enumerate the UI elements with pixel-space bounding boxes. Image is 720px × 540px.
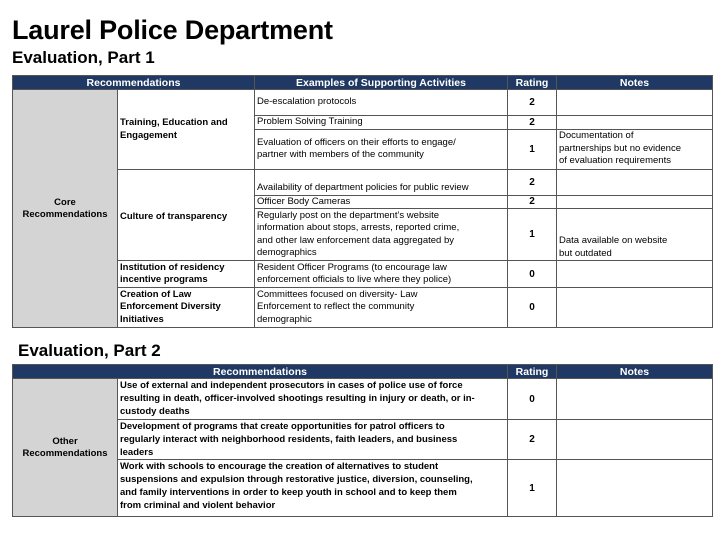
- section-title-part-1: Evaluation, Part 1: [12, 48, 155, 67]
- table-row: [13, 420, 713, 460]
- recommendation-cell: Training, Education and Engagement: [118, 90, 255, 170]
- notes-cell: [557, 288, 713, 328]
- evaluation-part-2-table: [12, 364, 713, 517]
- notes-cell: Data available on website but outdated: [557, 209, 713, 261]
- table-header-row: [13, 76, 713, 90]
- header-notes: Notes: [557, 365, 713, 379]
- header-examples: Examples of Supporting Activities: [255, 76, 508, 90]
- activity-cell: Availability of department policies for public review: [255, 169, 508, 195]
- activity-cell: Problem Solving Training: [255, 116, 508, 130]
- recommendation-cell: Use of external and independent prosecutors in cases of police use of force resulting in death, officer-involved shootings resulting in injury or death, or in- custody deaths: [118, 379, 508, 420]
- rating-cell: 0: [508, 261, 557, 288]
- rating-cell: 2: [508, 420, 557, 460]
- recommendation-cell: Creation of Law Enforcement Diversity Initiatives: [118, 288, 255, 328]
- activity-cell: Committees focused on diversity- Law Enforcement to reflect the community demographic: [255, 288, 508, 328]
- header-notes: Notes: [557, 76, 713, 90]
- rating-cell: 2: [508, 90, 557, 116]
- activity-cell: Resident Officer Programs (to encourage law enforcement officials to live where they police): [255, 261, 508, 288]
- activity-cell: Regularly post on the department’s website information about stops, arrests, reported crime, and other law enforcement data aggregated by demographics: [255, 209, 508, 261]
- recommendation-cell: Development of programs that create opportunities for patrol officers to regularly interact with neighborhood residents, faith leaders, and business leaders: [118, 420, 508, 460]
- recommendation-cell: Work with schools to encourage the creation of alternatives to student suspensions and expulsion through restorative justice, diversion, counseling, and family interventions in order to keep youth in school and to keep them from criminal and violent behavior: [118, 460, 508, 517]
- activity-cell: Officer Body Cameras: [255, 195, 508, 209]
- notes-cell: [557, 169, 713, 195]
- notes-cell: [557, 90, 713, 116]
- rating-cell: 2: [508, 169, 557, 195]
- header-recommendations: Recommendations: [13, 365, 508, 379]
- rating-cell: 1: [508, 460, 557, 517]
- rating-cell: 2: [508, 116, 557, 130]
- rating-cell: 2: [508, 195, 557, 209]
- table-row: [13, 261, 713, 288]
- activity-cell: De-escalation protocols: [255, 90, 508, 116]
- notes-cell: Documentation of partnerships but no evidence of evaluation requirements: [557, 129, 713, 169]
- activity-cell: Evaluation of officers on their efforts to engage/ partner with members of the community: [255, 129, 508, 169]
- table-row: [13, 379, 713, 420]
- rating-cell: 0: [508, 288, 557, 328]
- header-rating: Rating: [508, 76, 557, 90]
- page-title: Laurel Police Department: [12, 15, 333, 45]
- group-label-other: Other Recommendations: [13, 379, 118, 517]
- recommendation-cell: Institution of residency incentive programs: [118, 261, 255, 288]
- header-rating: Rating: [508, 365, 557, 379]
- table-header-row: [13, 365, 713, 379]
- notes-cell: [557, 460, 713, 517]
- rating-cell: 0: [508, 379, 557, 420]
- notes-cell: [557, 195, 713, 209]
- table-row: [13, 90, 713, 116]
- table-row: [13, 288, 713, 328]
- notes-cell: [557, 379, 713, 420]
- recommendation-cell: Culture of transparency: [118, 169, 255, 261]
- header-recommendations: Recommendations: [13, 76, 255, 90]
- section-title-part-2: Evaluation, Part 2: [18, 341, 161, 360]
- rating-cell: 1: [508, 209, 557, 261]
- group-label-core: Core Recommendations: [13, 90, 118, 328]
- evaluation-part-1-table: [12, 75, 713, 328]
- table-row: [13, 460, 713, 517]
- table-row: [13, 169, 713, 195]
- notes-cell: [557, 116, 713, 130]
- notes-cell: [557, 261, 713, 288]
- rating-cell: 1: [508, 129, 557, 169]
- notes-cell: [557, 420, 713, 460]
